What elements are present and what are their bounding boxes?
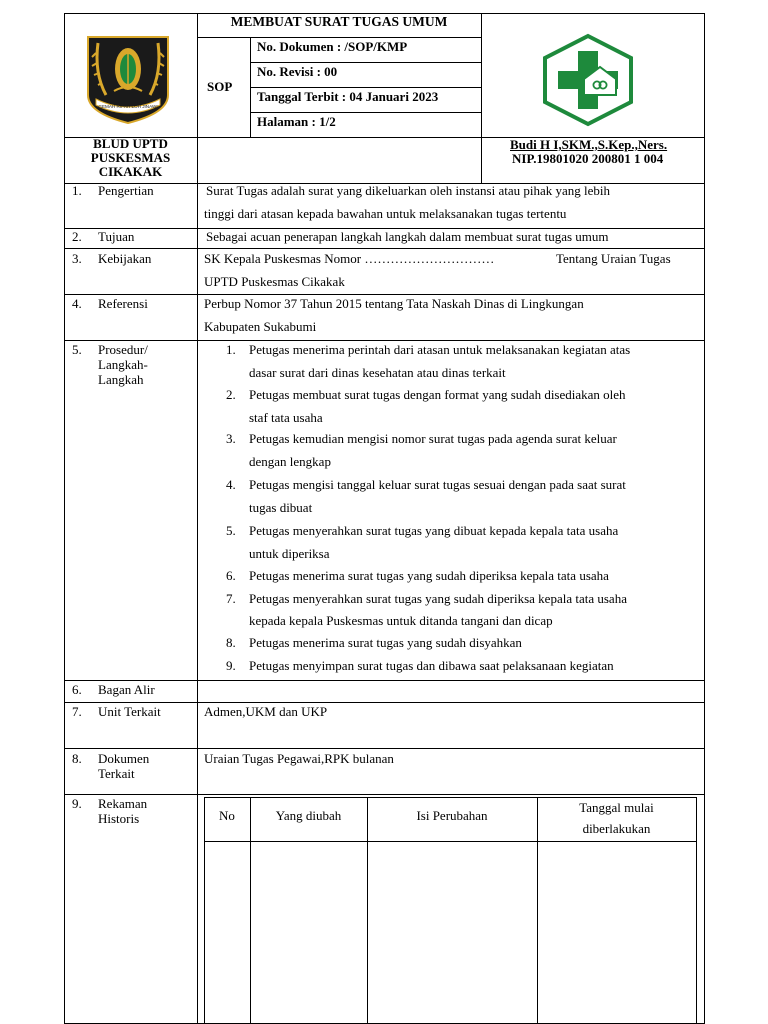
- step-7-number: 7.: [226, 591, 236, 606]
- s8-content: Uraian Tugas Pegawai,RPK bulanan: [204, 751, 394, 766]
- rev-table-col-2: [367, 797, 368, 1024]
- institution-line-2: PUSKESMAS: [90, 150, 171, 165]
- s8-label-2: Terkait: [98, 766, 135, 781]
- step-5-number: 5.: [226, 523, 236, 538]
- step-7-line-1: Petugas menyerahkan surat tugas yang sudah diperiksa kepala tata usaha: [249, 591, 627, 606]
- s5-label-1: Prosedur/: [98, 342, 148, 357]
- meta-no-dokumen: No. Dokumen : /SOP/KMP: [257, 39, 408, 54]
- meta-halaman: Halaman : 1/2: [257, 114, 336, 129]
- rev-table-header-bottom: [204, 841, 696, 842]
- s3-content-line-2: UPTD Puskesmas Cikakak: [204, 274, 345, 289]
- step-2-number: 2.: [226, 387, 236, 402]
- rev-header-yang-diubah: Yang diubah: [275, 808, 342, 823]
- s9-label-1: Rekaman: [98, 796, 148, 811]
- divider-right-logo: [481, 13, 482, 183]
- meta-no-revisi: No. Revisi : 00: [257, 64, 338, 79]
- divider-s8: [64, 748, 705, 749]
- divider-meta-3: [250, 112, 481, 113]
- s4-content-line-1: Perbup Nomor 37 Tahun 2015 tentang Tata Naskah Dinas di Lingkungan: [204, 296, 584, 311]
- s1-content-line-1: Surat Tugas adalah surat yang dikeluarkan oleh instansi atau pihak yang lebih: [206, 183, 610, 198]
- s4-content-line-2: Kabupaten Sukabumi: [204, 319, 317, 334]
- divider-label-column: [197, 13, 198, 1024]
- step-8-number: 8.: [226, 635, 236, 650]
- border-right: [704, 13, 705, 1024]
- divider-s7: [64, 702, 705, 703]
- kabupaten-emblem-icon: [84, 33, 172, 125]
- s1-label: Pengertian: [98, 183, 154, 198]
- sop-label: SOP: [207, 79, 233, 94]
- s3-content-line-1-right: Tentang Uraian Tugas: [556, 251, 671, 266]
- document-title: MEMBUAT SURAT TUGAS UMUM: [230, 14, 448, 29]
- signer-nip: NIP.19801020 200801 1 004: [512, 151, 664, 166]
- s8-number: 8.: [72, 751, 82, 766]
- step-3-number: 3.: [226, 431, 236, 446]
- signer-name: Budi H I,SKM.,S.Kep.,Ners.: [510, 137, 668, 152]
- step-8-line-1: Petugas menerima surat tugas yang sudah disyahkan: [249, 635, 522, 650]
- step-4-number: 4.: [226, 477, 236, 492]
- s5-label-3: Langkah: [98, 372, 144, 387]
- rev-header-isi-perubahan: Isi Perubahan: [416, 808, 488, 823]
- s1-content-line-2: tinggi dari atasan kepada bawahan untuk melaksanakan tugas tertentu: [204, 206, 567, 221]
- s3-content-line-1-left: SK Kepala Puskesmas Nomor …………………………: [204, 251, 495, 266]
- s8-label-1: Dokumen: [98, 751, 150, 766]
- rev-table-col-1: [250, 797, 251, 1024]
- step-4-line-1: Petugas mengisi tanggal keluar surat tugas sesuai dengan pada saat surat: [249, 477, 626, 492]
- divider-meta-2: [250, 87, 481, 88]
- step-1-line-1: Petugas menerima perintah dari atasan untuk melaksanakan kegiatan atas: [249, 342, 631, 357]
- step-2-line-1: Petugas membuat surat tugas dengan format yang sudah disediakan oleh: [249, 387, 626, 402]
- step-3-line-2: dengan lengkap: [249, 454, 331, 469]
- rev-table-col-4: [696, 797, 697, 1024]
- step-7-line-2: kepada kepala Puskesmas untuk ditanda tangani dan dicap: [249, 613, 553, 628]
- s2-content: Sebagai acuan penerapan langkah langkah dalam membuat surat tugas umum: [206, 229, 609, 244]
- step-5-line-1: Petugas menyerahkan surat tugas yang dibuat kepada kepala tata usaha: [249, 523, 619, 538]
- step-1-line-2: dasar surat dari dinas kesehatan atau dinas terkait: [249, 365, 506, 380]
- s2-number: 2.: [72, 229, 82, 244]
- step-6-line-1: Petugas menerima surat tugas yang sudah diperiksa kepala tata usaha: [249, 568, 609, 583]
- s6-label: Bagan Alir: [98, 682, 155, 697]
- institution-line-1: BLUD UPTD: [93, 136, 168, 151]
- s7-content: Admen,UKM dan UKP: [204, 704, 328, 719]
- step-4-line-2: tugas dibuat: [249, 500, 313, 515]
- divider-s6: [64, 680, 705, 681]
- meta-tanggal-terbit: Tanggal Terbit : 04 Januari 2023: [257, 89, 439, 104]
- divider-title: [197, 37, 481, 38]
- step-3-line-1: Petugas kemudian mengisi nomor surat tugas pada agenda surat keluar: [249, 431, 617, 446]
- step-6-number: 6.: [226, 568, 236, 583]
- step-9-line-1: Petugas menyimpan surat tugas dan dibawa saat pelaksanaan kegiatan: [249, 658, 614, 673]
- s2-label: Tujuan: [98, 229, 135, 244]
- divider-meta-1: [250, 62, 481, 63]
- s9-number: 9.: [72, 796, 82, 811]
- s3-label: Kebijakan: [98, 251, 152, 266]
- s5-label-2: Langkah-: [98, 357, 148, 372]
- s5-number: 5.: [72, 342, 82, 357]
- puskesmas-logo-icon: [540, 33, 636, 127]
- s9-label-2: Historis: [98, 811, 140, 826]
- s3-number: 3.: [72, 251, 82, 266]
- step-5-line-2: untuk diperiksa: [249, 546, 330, 561]
- step-9-number: 9.: [226, 658, 236, 673]
- rev-table-col-0: [204, 797, 205, 1024]
- divider-s9: [64, 794, 705, 795]
- s4-number: 4.: [72, 296, 82, 311]
- institution-line-3: CIKAKAK: [98, 164, 163, 179]
- s6-number: 6.: [72, 682, 82, 697]
- step-2-line-2: staf tata usaha: [249, 410, 323, 425]
- rev-header-tanggal-2: diberlakukan: [582, 821, 651, 836]
- s7-number: 7.: [72, 704, 82, 719]
- s4-label: Referensi: [98, 296, 148, 311]
- s7-label: Unit Terkait: [98, 704, 161, 719]
- rev-header-tanggal-1: Tanggal mulai: [579, 800, 654, 815]
- step-1-number: 1.: [226, 342, 236, 357]
- emblem-motto: GEMAH RIPAH LOH JINAWI: [98, 104, 158, 109]
- s1-number: 1.: [72, 183, 82, 198]
- rev-header-no: No: [219, 808, 235, 823]
